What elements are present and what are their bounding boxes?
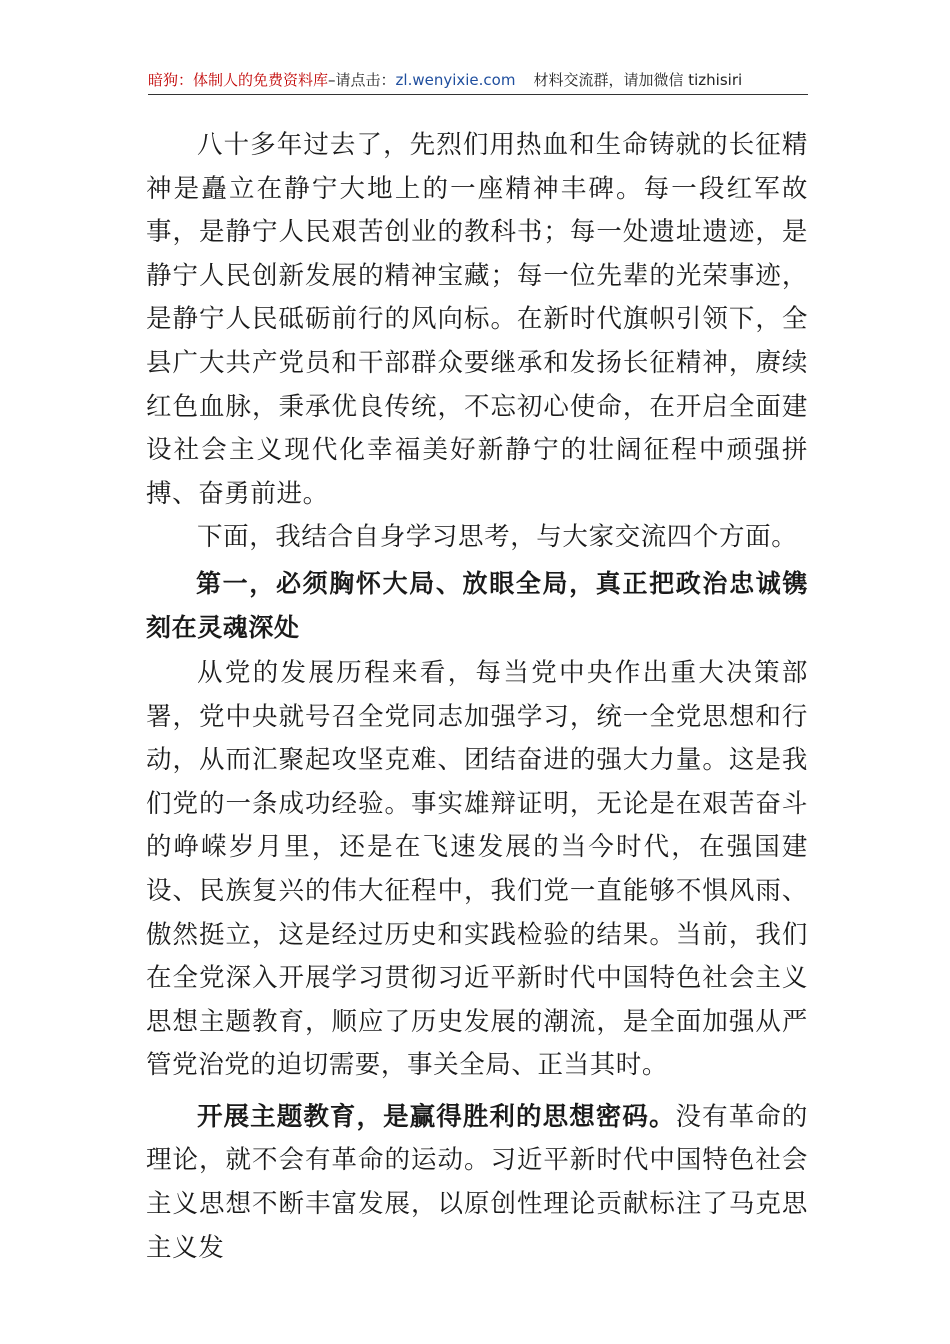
paragraph-3: 从党的发展历程来看，每当党中央作出重大决策部署，党中央就号召全党同志加强学习，统一全党思想和行动，从而汇聚起攻坚克难、团结奋进的强大力量。这是我们党的一条成功经验。事实雄辩证明，无论是在艰苦奋斗的峥嵘岁月里，还是在飞速发展的当今时代，在强国建设、民族复兴的伟大征程中，我们党一直能够不惧风雨、傲然挺立，这是经过历史和实践检验的结果。当前，我们在全党深入开展学习贯彻习近平新时代中国特色社会主义思想主题教育，顺应了历史发展的潮流，是全面加强从严管党治党的迫切需要，事关全局、正当其时。 (146, 657, 808, 1081)
paragraph-4-text: 没有革命的理论，就不会有革命的运动。习近平新时代中国特色社会主义思想不断丰富发展，以原创性理论贡献标注了马克思主义发 (146, 1101, 808, 1263)
paragraph-4-lead: 开展主题教育，是赢得胜利的思想密码。 (197, 1101, 676, 1132)
header-url-link[interactable]: zl.wenyixie.com (395, 71, 516, 89)
section-heading-1: 第一，必须胸怀大局、放眼全局，真正把政治忠诚镌刻在灵魂深处 (146, 568, 808, 642)
header-click-prompt: –请点击： (328, 71, 396, 89)
paragraph-2: 下面，我结合自身学习思考，与大家交流四个方面。 (197, 522, 798, 553)
page-header (148, 66, 808, 95)
header-brand: 暗狗：体制人的免费资料库 (148, 71, 329, 89)
paragraph-1: 八十多年过去了，先烈们用热血和生命铸就的长征精神是矗立在静宁大地上的一座精神丰碑。每一段红军故事，是静宁人民艰苦创业的教科书；每一处遗址遗迹，是静宁人民创新发展的精神宝藏；每一位先辈的光荣事迹，是静宁人民砥砺前行的风向标。在新时代旗帜引领下，全县广大共产党员和干部群众要继承和发扬长征精神，赓续红色血脉，秉承优良传统，不忘初心使命，在开启全面建设社会主义现代化幸福美好新静宁的壮阔征程中顽强拼搏、奋勇前进。 (146, 130, 808, 509)
document-body (146, 124, 808, 1270)
paragraph-4 (146, 1096, 808, 1270)
header-contact: 材料交流群，请加微信 tizhisiri (533, 71, 743, 89)
